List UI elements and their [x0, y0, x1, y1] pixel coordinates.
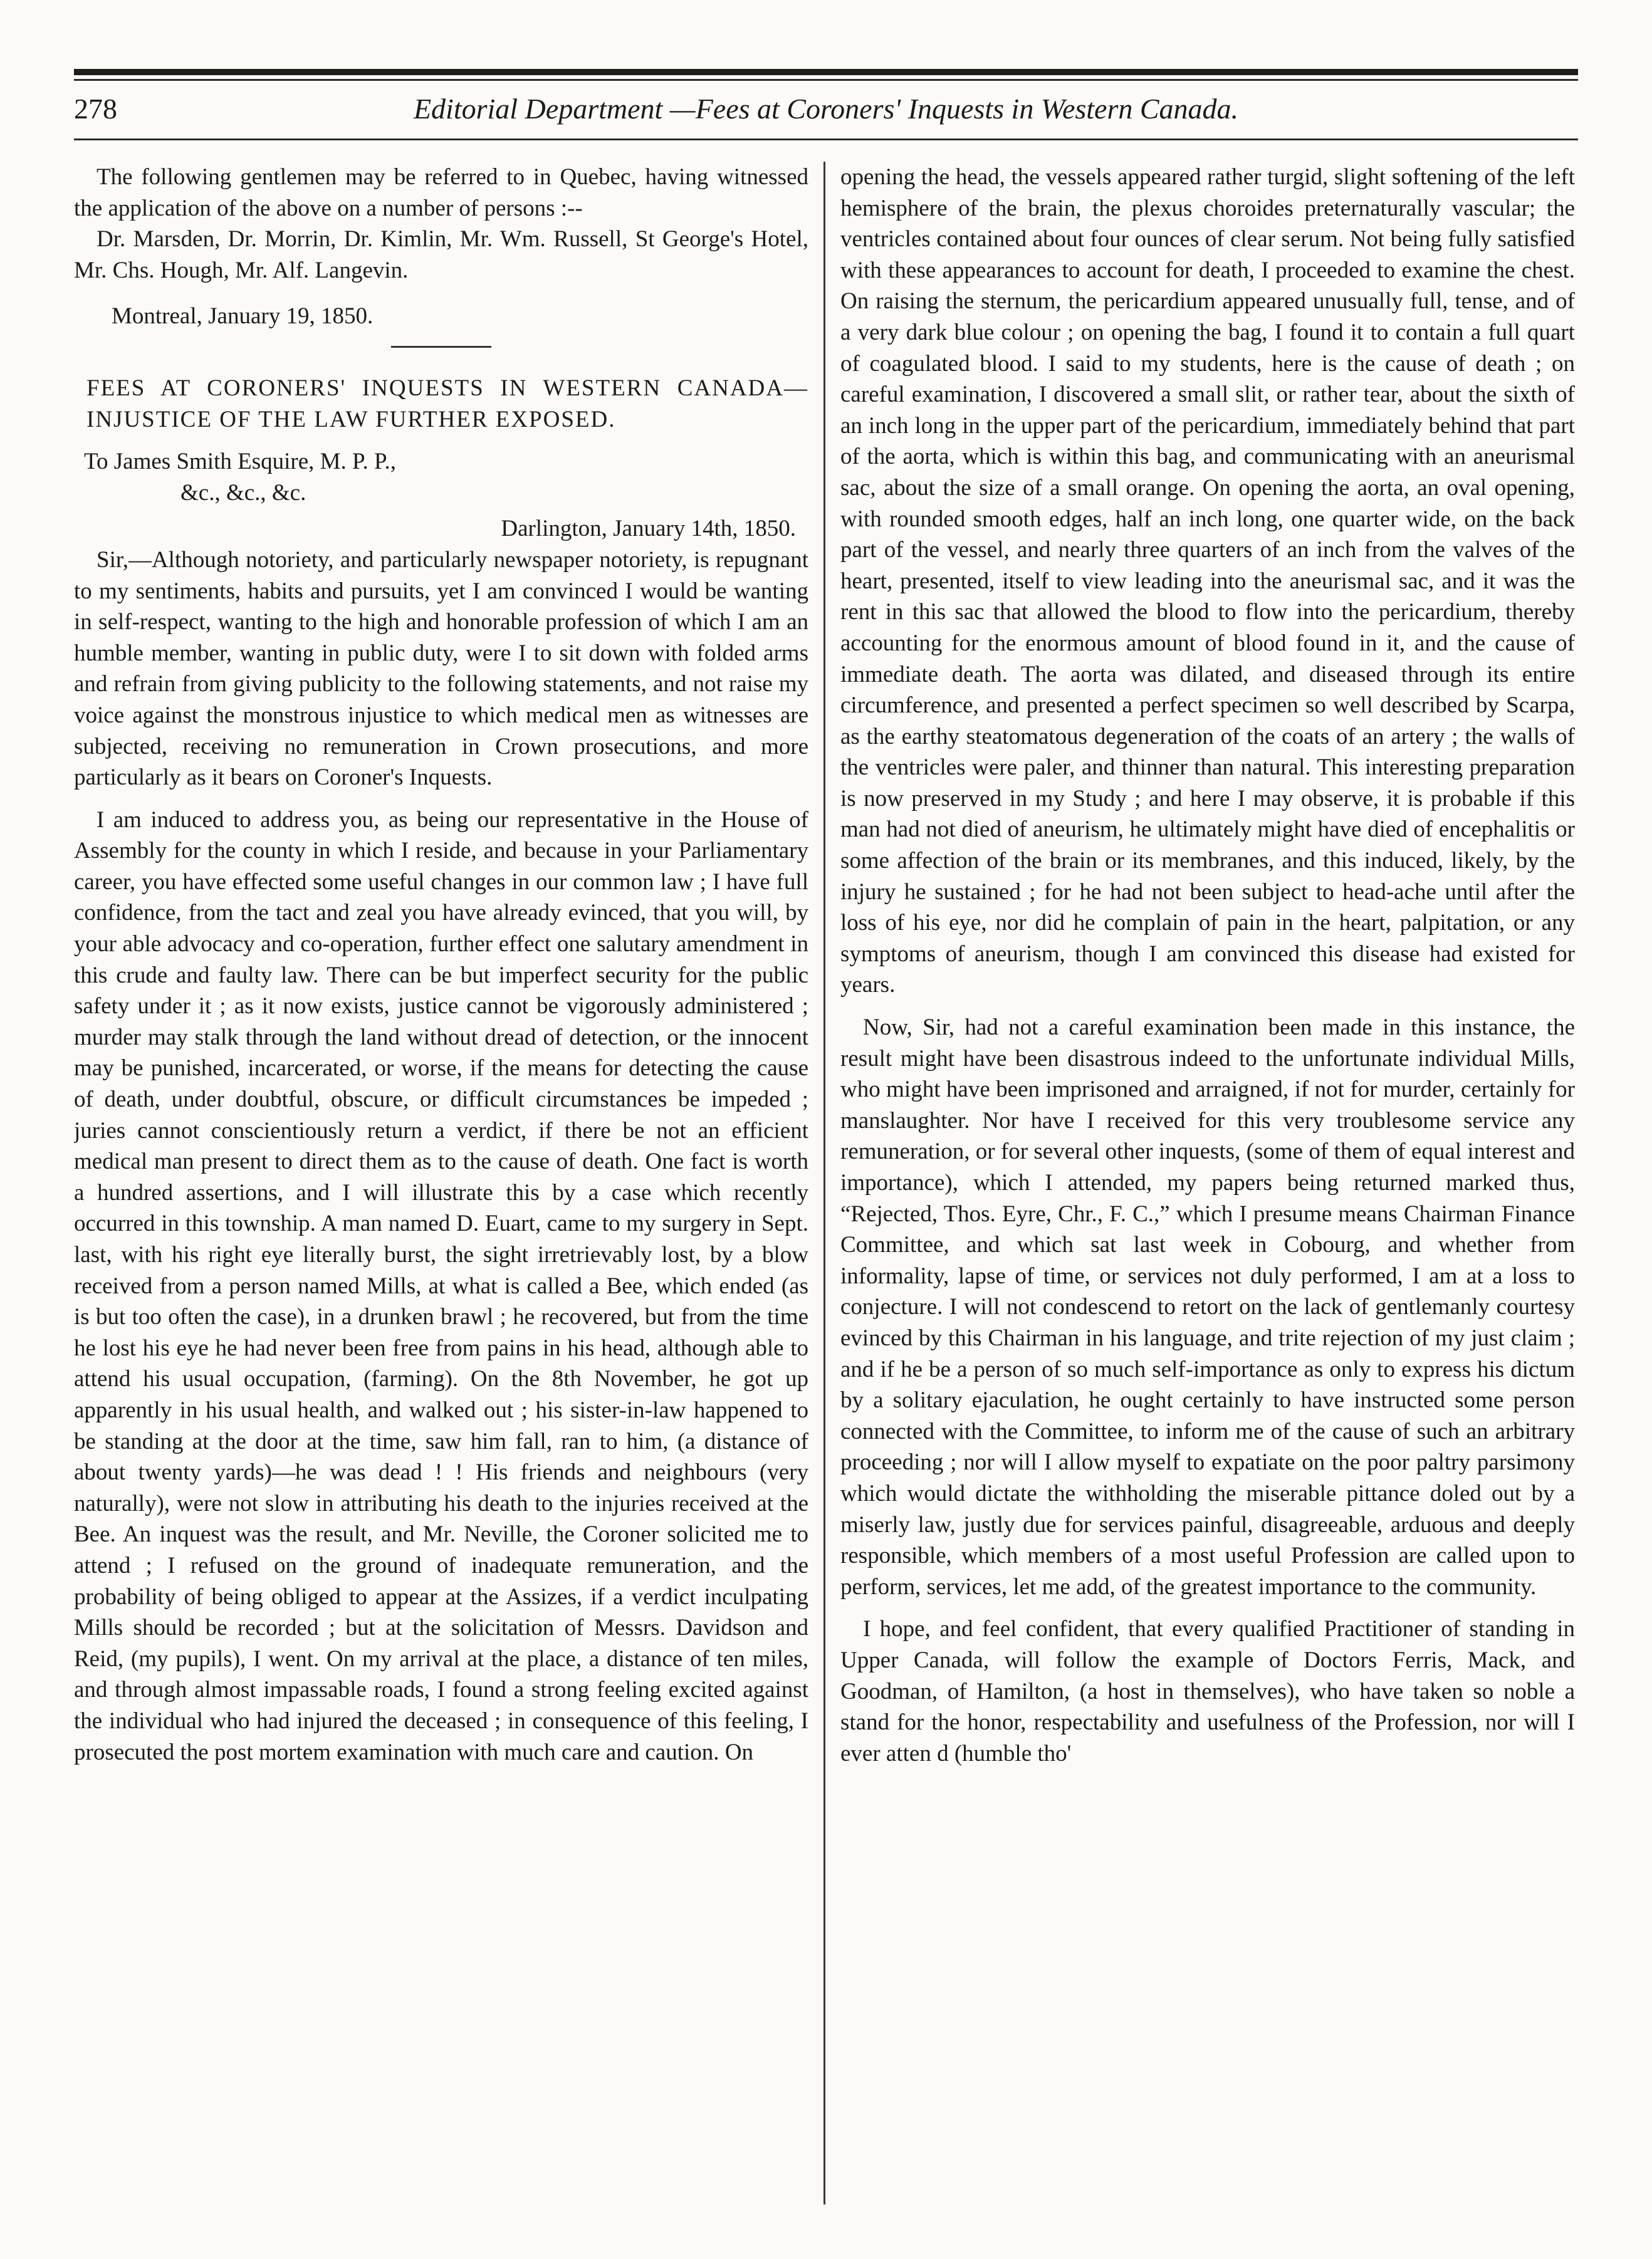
montreal-dateline: Montreal, January 19, 1850.: [112, 303, 374, 330]
letter-paragraph-4: I hope, and feel confident, that every qualified Practitioner of standing in Upper Canada, will follow the example of Doctors Ferris, Mack, and Goodman, of Hamilton, (a host in themselves), who have taken so noble a stand for the honor, respectability and usefulness of the Profession, nor will I ever atten d (humble tho': [840, 1616, 1575, 1766]
letter-addressee-etc: &c., &c., &c.: [180, 479, 306, 506]
letter-addressee: To James Smith Esquire, M. P. P.,: [84, 449, 396, 475]
intro-paragraph: The following gentlemen may be referred to in Quebec, having witnessed the application of the above on a number of persons :--: [74, 164, 808, 221]
paragraph-gap: [840, 1001, 1575, 1012]
running-title: Editorial Department —Fees at Coroners' Inquests in Western Canada.: [413, 93, 1239, 125]
left-column: [74, 162, 823, 2204]
right-column: [825, 162, 1575, 2204]
referee-names: Dr. Marsden, Dr. Morrin, Dr. Kimlin, Mr. Wm. Russell, St George's Hotel, Mr. Chs. Hough, Mr. Alf. Langevin.: [74, 226, 808, 283]
article-heading: FEES AT CORONERS' INQUESTS IN WESTERN CANADA—INJUSTICE OF THE LAW FURTHER EXPOSED.: [86, 375, 808, 432]
page-header: [74, 81, 1578, 135]
letter-date: Darlington, January 14th, 1850.: [501, 516, 796, 542]
text-columns: [74, 162, 1578, 2204]
letter-paragraph-3: Now, Sir, had not a careful examination been made in this instance, the result might have been disastrous indeed to the unfortunate individual Mills, who might have been imprisoned and arraigned, if not for murder, certainly for manslaughter. Nor have I received for this very troublesome service any remuneration, or for several other inquests, (some of them of equal interest and importance), which I attended, my papers being returned marked thus, “Rejected, Thos. Eyre, Chr., F. C.,” which I presume means Chairman Finance Committee, and which sat last week in Cobourg, and whether from informality, lapse of time, or services not duly performed, I am at a loss to conjecture. I will not condescend to retort on the lack of gentlemanly courtesy evinced by this Chairman in his language, and trite rejection of my just claim ; and if he be a person of so much self-importance as only to express his dictum by a solitary ejaculation, he ought certainly to have instructed some person connected with the Committee, to inform me of the cause of such an arbitrary proceeding ; nor will I allow myself to expatiate on the poor paltry parsimony which would dictate the withholding the miserable pittance doled out by a miserly law, justly due for services painful, disagreeable, arduous and deeply responsible, which members of a most useful Profession are called upon to perform, services, let me add, of the greatest importance to the community.: [840, 1015, 1575, 1600]
header-rule: [74, 138, 1578, 140]
section-divider: [391, 346, 491, 348]
continued-paragraph: opening the head, the vessels appeared rather turgid, slight softening of the left hemisphere of the brain, the plexus choroides preternaturally vascular; the ventricles contained about four ounces of clear serum. Not being fully satisfied with these appearances to account for death, I proceeded to examine the chest. On raising the sternum, the pericardium appeared unusually full, tense, and of a very dark blue colour ; on opening the bag, I found it to contain a full quart of coagulated blood. I said to my students, here is the cause of death ; on careful examination, I discovered a small slit, or rather tear, about the sixth of an inch long in the upper part of the pericardium, immediately behind that part of the aorta, which is within this bag, and communicating with an aneurismal sac, about the size of a small orange. On opening the aorta, an oval opening, with rounded smooth edges, half an inch long, one quarter wide, on the back part of the vessel, and nearly three quarters of an inch from the valves of the heart, presented, itself to view leading into the aneurismal sac, and it was the rent in this sac that allowed the blood to flow into the pericardium, thereby accounting for the enormous amount of blood found in it, and the cause of immediate death. The aorta was dilated, and diseased through its entire circumference, and presented a perfect specimen so well described by Scarpa, as the earthy steatomatous degeneration of the coats of an artery ; the walls of the ventricles were paler, and thinner than natural. This interesting preparation is now preserved in my Study ; and here I may observe, it is probable if this man had not died of aneurism, he ultimately might have died of encephalitis or some affection of the brain or its membranes, and this induced, likely, by the injury he sustained ; for he had not been subject to head-ache until after the loss of his eye, nor did he complain of pain in the heart, palpitation, or any symptoms of aneurism, though I am convinced this disease had existed for years.: [840, 164, 1575, 998]
page-number: 278: [74, 93, 117, 125]
letter-paragraph-1: Sir,—Although notoriety, and particularly newspaper notoriety, is repugnant to my sentiments, habits and pursuits, yet I am convinced I would be wanting in self-respect, wanting to the high and honorable profession of which I am an humble member, wanting in public duty, were I to sit down with folded arms and refrain from giving publicity to the following statements, and not raise my voice against the monstrous injustice to which medical men as witnesses are subjected, receiving no remuneration in Crown prosecutions, and more particularly as it bears on Coroner's Inquests.: [74, 546, 808, 791]
top-rule-thick: [74, 69, 1578, 75]
letter-paragraph-2: I am induced to address you, as being our representative in the House of Assembly for the county in which I reside, and because in your Parliamentary career, you have effected some useful changes in our common law ; I have full confidence, from the tact and zeal you have already evinced, that you will, by your able advocacy and co-operation, further effect one salutary amendment in this crude and faulty law. There can be but imperfect security for the public safety under it ; as it now exists, justice cannot be vigorously administered ; murder may stalk through the land without dread of detection, or the innocent may be punished, incarcerated, or worse, if the means for detecting the cause of death, under doubtful, obscure, or difficult circumstances be impeded ; juries cannot conscientiously return a verdict, if there be not an efficient medical man present to direct them as to the cause of death. One fact is worth a hundred assertions, and I will illustrate this by a case which recently occurred in this township. A man named D. Euart, came to my surgery in Sept. last, with his right eye literally burst, the sight irretrievably lost, by a blow received from a person named Mills, at what is called a Bee, which ended (as is but too often the case), in a drunken brawl ; he recovered, but from the time he lost his eye he had never been free from pains in his head, although able to attend his usual occupation, (farming). On the 8th November, he got up apparently in his usual health, and walked out ; his sister-in-law happened to be standing at the door at the time, saw him fall, ran to him, (a distance of about twenty yards)—he was dead ! ! His friends and neighbours (very naturally), were not slow in attributing his death to the injuries received at the Bee. An inquest was the result, and Mr. Neville, the Coroner solicited me to attend ; I refused on the ground of inadequate remuneration, and the probability of being obliged to appear at the Assizes, if a verdict inculpating Mills should be recorded ; but at the solicitation of Messrs. Davidson and Reid, (my pupils), I went. On my arrival at the place, a distance of ten miles, and through almost impassable roads, I found a strong feeling excited against the individual who had injured the deceased ; in consequence of this feeling, I prosecuted the post mortem examination with much care and caution. On: [74, 806, 808, 1765]
paragraph-gap: [840, 1602, 1575, 1614]
paragraph-gap: [74, 793, 808, 805]
